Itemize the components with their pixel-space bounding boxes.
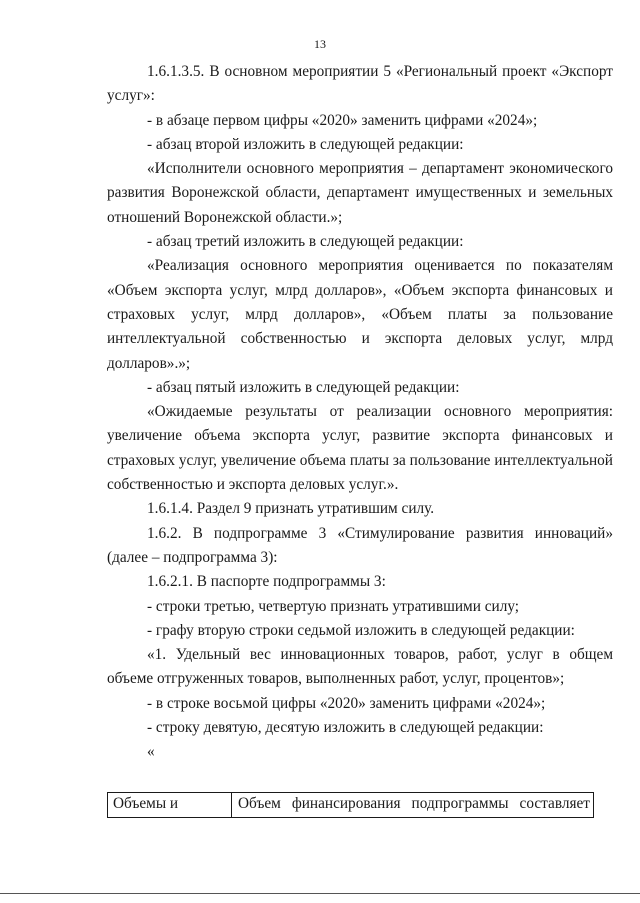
quote-open-mark: « bbox=[147, 743, 155, 761]
paragraph-14: «1. Удельный вес инновационных товаров, работ, услуг в общем объеме отгруженных товаров, выполненных работ, услуг, процентов»; bbox=[107, 646, 613, 688]
paragraph-8: «Ожидаемые результаты от реализации основного мероприятия: увеличение объема экспорта услуг, развитие экспорта финансовых и страховых услуг, увеличение объема платы за пользование интеллектуальной собственностью и экспорта деловых услуг.». bbox=[107, 403, 613, 494]
paragraph-4: «Исполнители основного мероприятия – департамент экономического развития Воронежской области, департамент имущественных и земельных отношений Воронежской области.»; bbox=[107, 160, 613, 226]
paragraph-3: - абзац второй изложить в следующей редакции: bbox=[147, 135, 464, 153]
paragraph-15: - в строке восьмой цифры «2020» заменить цифрами «2024»; bbox=[147, 694, 546, 712]
table-cell-label: Объемы и bbox=[108, 793, 232, 817]
paragraph-11: 1.6.2.1. В паспорте подпрограммы 3: bbox=[147, 573, 386, 591]
paragraph-13: - графу вторую строки седьмой изложить в следующей редакции: bbox=[147, 621, 575, 639]
paragraph-12: - строки третью, четвертую признать утратившими силу; bbox=[147, 597, 520, 615]
page-number: 13 bbox=[314, 37, 326, 51]
paragraph-16: - строку девятую, десятую изложить в следующей редакции: bbox=[147, 719, 544, 737]
paragraph-7: - абзац пятый изложить в следующей редакции: bbox=[147, 378, 460, 396]
funding-table bbox=[107, 792, 594, 818]
paragraph-6: «Реализация основного мероприятия оценивается по показателям «Объем экспорта услуг, млрд долларов», «Объем экспорта финансовых и страховых услуг, млрд долларов», «Объем платы за пользование интеллектуальной собственностью и экспорта деловых услуг, млрд долларов».»; bbox=[107, 257, 613, 372]
paragraph-9: 1.6.1.4. Раздел 9 признать утратившим силу. bbox=[147, 500, 435, 518]
paragraph-2: - в абзаце первом цифры «2020» заменить цифрами «2024»; bbox=[147, 111, 538, 129]
document-body bbox=[107, 60, 613, 764]
table-cell-value: Объем финансирования подпрограммы составляет bbox=[238, 795, 590, 812]
paragraph-5: - абзац третий изложить в следующей редакции: bbox=[147, 233, 464, 251]
paragraph-10: 1.6.2. В подпрограмме 3 «Стимулирование развития инноваций» (далее – подпрограмма 3): bbox=[107, 524, 613, 566]
paragraph-1: 1.6.1.3.5. В основном мероприятии 5 «Региональный проект «Экспорт услуг»: bbox=[107, 63, 613, 105]
page-bottom-edge bbox=[0, 893, 640, 894]
